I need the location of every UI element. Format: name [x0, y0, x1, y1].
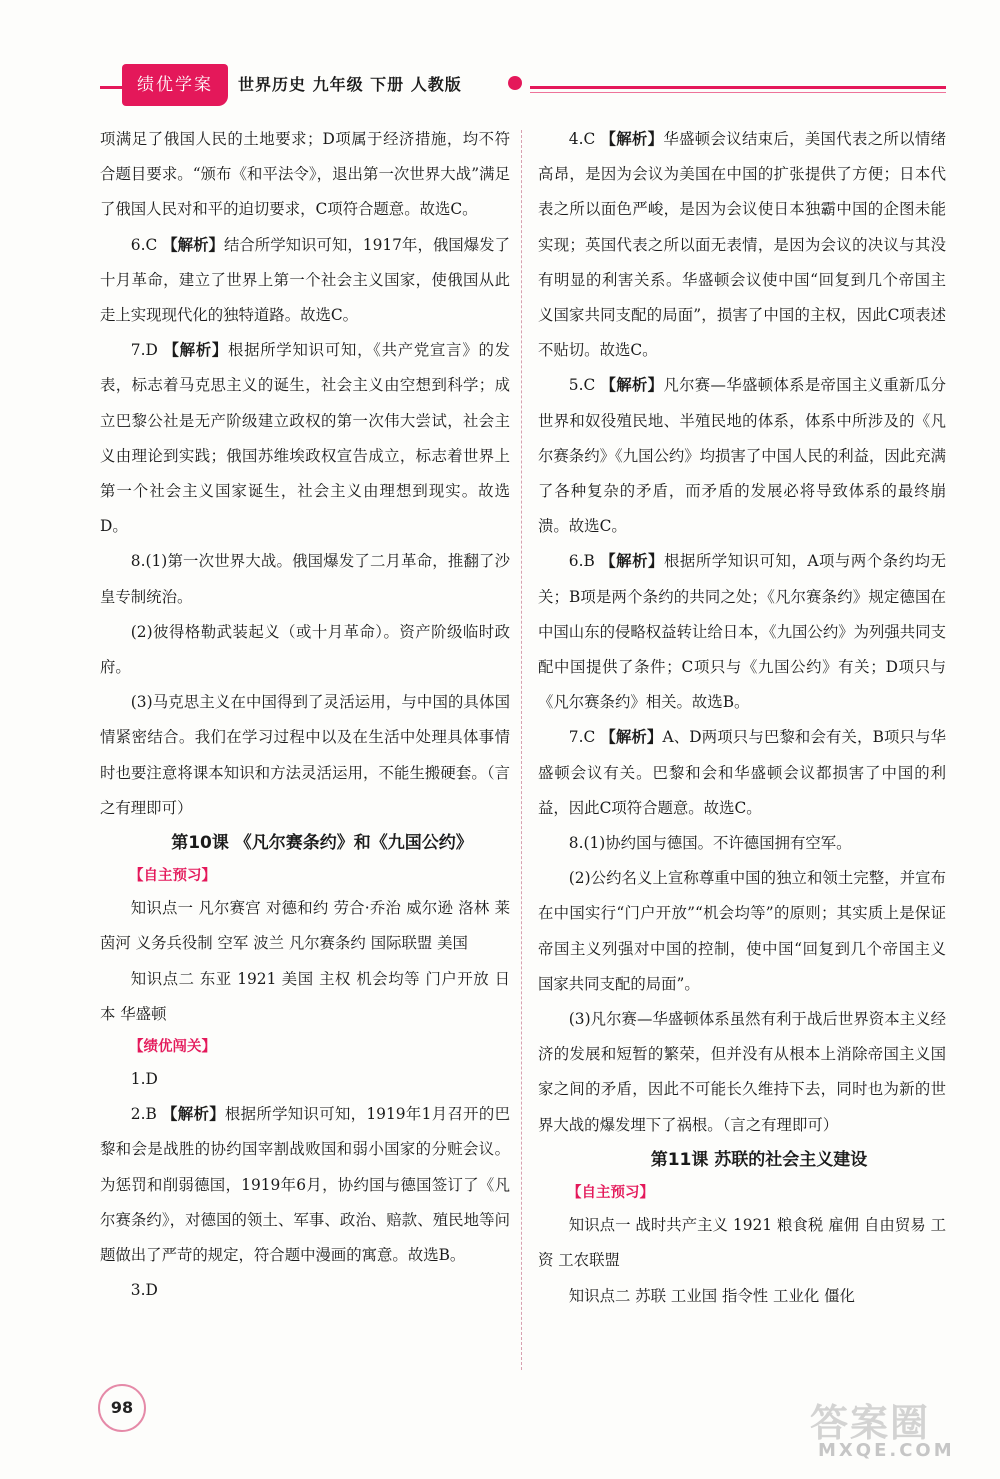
answer-number: 7.D — [130, 341, 158, 360]
section-excellence-challenge: 【绩优闯关】 — [129, 1039, 216, 1056]
answer-5-continued: 项满足了俄国人民的土地要求；D项属于经济措施，均不符合题目要求。“颁布《和平法令》，退出第一次世界大战”满足了俄国人民对和平的迫切要求，C项符合题意。故选C。 — [100, 130, 510, 219]
book-title: 世界历史 九年级 下册 人教版 — [238, 75, 462, 94]
answer-8-part-3: (3)凡尔赛—华盛顿体系虽然有利于战后世界资本主义经济的发展和短暂的繁荣，但并没有从根本上消除帝国主义国家之间的矛盾，因此不可能长久维持下去，同时也为新的世界大战的爆发埋下了祸根。（言之有理即可） — [538, 1010, 946, 1134]
header-rule-right — [530, 86, 946, 89]
header-rule-left — [100, 86, 124, 89]
answer-2 — [100, 1097, 510, 1273]
answer-3: 3.D — [130, 1281, 158, 1300]
analysis-tag: 【解析】 — [600, 376, 664, 395]
watermark-url: MXQE.COM — [818, 1440, 955, 1461]
knowledge-point-2: 知识点二 苏联 工业国 指令性 工业化 僵化 — [568, 1286, 855, 1305]
answer-7 — [100, 333, 510, 544]
analysis-tag: 【解析】 — [600, 728, 663, 747]
knowledge-point-1: 知识点一 战时共产主义 1921 粮食税 雇佣 自由贸易 工资 工农联盟 — [538, 1216, 946, 1270]
right-column — [538, 122, 946, 1314]
answer-8-part-2: (2)公约名义上宣称尊重中国的独立和领土完整，并宣布在中国实行“门户开放”“机会均等”的原则；其实质上是保证帝国主义列强对中国的控制，使中国“回复到几个帝国主义国家共同支配的局面”。 — [538, 869, 946, 993]
answer-6 — [538, 544, 946, 720]
answer-6 — [100, 228, 510, 334]
brand-badge: 绩优学案 — [122, 64, 228, 106]
header-rule-right-thin — [530, 92, 946, 93]
section-self-preview: 【自主预习】 — [567, 1185, 654, 1202]
answer-7 — [538, 720, 946, 826]
analysis-tag: 【解析】 — [162, 1105, 225, 1124]
answer-number: 2.B — [130, 1105, 157, 1124]
answer-number: 6.C — [130, 235, 158, 254]
section-self-preview: 【自主预习】 — [129, 868, 216, 885]
answer-8-part-1: 8.(1)协约国与德国。不许德国拥有空军。 — [568, 834, 852, 853]
answer-5 — [538, 368, 946, 544]
analysis-tag: 【解析】 — [163, 341, 229, 360]
analysis-tag: 【解析】 — [600, 130, 664, 148]
answer-text: 华盛顿会议结束后，美国代表之所以情绪高昂，是因为会议为美国在中国的扩张提供了方便；日本代表之所以面色严峻，是因为会议使日本独霸中国的企图未能实现；英国代表之所以面无表情，是因为会议的决议与其没有明显的利害关系。华盛顿会议使中国“回复到几个帝国主义国家共同支配的局面”，损害了中国的主权，因此C项表述不贴切。故选C。 — [538, 130, 946, 360]
analysis-tag: 【解析】 — [162, 235, 224, 254]
knowledge-point-2: 知识点二 东亚 1921 美国 主权 机会均等 门户开放 日本 华盛顿 — [100, 969, 510, 1023]
answer-text: 结合所学知识可知，1917年，俄国爆发了十月革命，建立了世界上第一个社会主义国家，使俄国从此走上实现现代化的独特道路。故选C。 — [100, 235, 510, 325]
column-divider — [521, 130, 522, 1370]
lesson-10-title: 第10课 《凡尔赛条约》和《九国公约》 — [171, 833, 473, 854]
answer-text: 凡尔赛—华盛顿体系是帝国主义重新瓜分世界和奴役殖民地、半殖民地的体系，体系中所涉及的《凡尔赛条约》《九国公约》均损害了中国人民的利益，因此充满了各种复杂的矛盾，而矛盾的发展必将导致体系的最终崩溃。故选C。 — [538, 376, 946, 536]
lesson-11-title: 第11课 苏联的社会主义建设 — [650, 1149, 868, 1170]
answer-number: 7.C — [568, 728, 596, 747]
answer-1: 1.D — [130, 1070, 158, 1089]
answer-8-part-3: (3)马克思主义在中国得到了灵活运用，与中国的具体国情紧密结合。我们在学习过程中以及在生活中处理具体事情时也要注意将课本知识和方法灵活运用，不能生搬硬套。（言之有理即可） — [100, 693, 510, 817]
answer-text: 根据所学知识可知，A项与两个条约均无关；B项是两个条约的共同之处；《凡尔赛条约》规定德国在中国山东的侵略权益转让给日本，《九国公约》为列强共同支配中国提供了条件；C项只与《九国公约》有关；D项只与《凡尔赛条约》相关。故选B。 — [538, 552, 946, 712]
knowledge-point-1: 知识点一 凡尔赛宫 对德和约 劳合·乔治 威尔逊 洛林 莱茵河 义务兵役制 空军 波兰 凡尔赛条约 国际联盟 美国 — [100, 899, 510, 953]
answer-text: 根据所学知识可知，1919年1月召开的巴黎和会是战胜的协约国宰割战败国和弱小国家的分赃会议。为惩罚和削弱德国，1919年6月，协约国与德国签订了《凡尔赛条约》，对德国的领土、军事、政治、赔款、殖民地等问题做出了严苛的规定，符合题中漫画的寓意。故选B。 — [100, 1105, 510, 1265]
answer-number: 4.C — [568, 130, 596, 148]
header-dot-icon — [508, 76, 522, 90]
page-number: 98 — [98, 1384, 146, 1432]
left-column — [100, 122, 510, 1309]
answer-8-part-2: (2)彼得格勒武装起义（或十月革命）。资产阶级临时政府。 — [100, 622, 510, 677]
answer-text: 根据所学知识可知，《共产党宣言》的发表，标志着马克思主义的诞生，社会主义由空想到科学；成立巴黎公社是无产阶级建立政权的第一次伟大尝试，社会主义由理论到实践；俄国苏维埃政权宣告成立，标志着世界上第一个社会主义国家诞生，社会主义由理想到现实。故选D。 — [100, 341, 510, 536]
answer-8-part-1: 8.(1)第一次世界大战。俄国爆发了二月革命，推翻了沙皇专制统治。 — [100, 552, 510, 606]
answer-number: 6.B — [568, 552, 595, 571]
answer-4 — [538, 122, 946, 368]
answer-number: 5.C — [568, 376, 596, 395]
page-header — [0, 0, 1000, 120]
watermark-logo: 答案圈 — [810, 1401, 931, 1445]
analysis-tag: 【解析】 — [600, 552, 664, 571]
answer-text: A、D两项只与巴黎和会有关，B项只与华盛顿会议有关。巴黎和会和华盛顿会议都损害了中国的利益，因此C项符合题意。故选C。 — [538, 728, 946, 817]
